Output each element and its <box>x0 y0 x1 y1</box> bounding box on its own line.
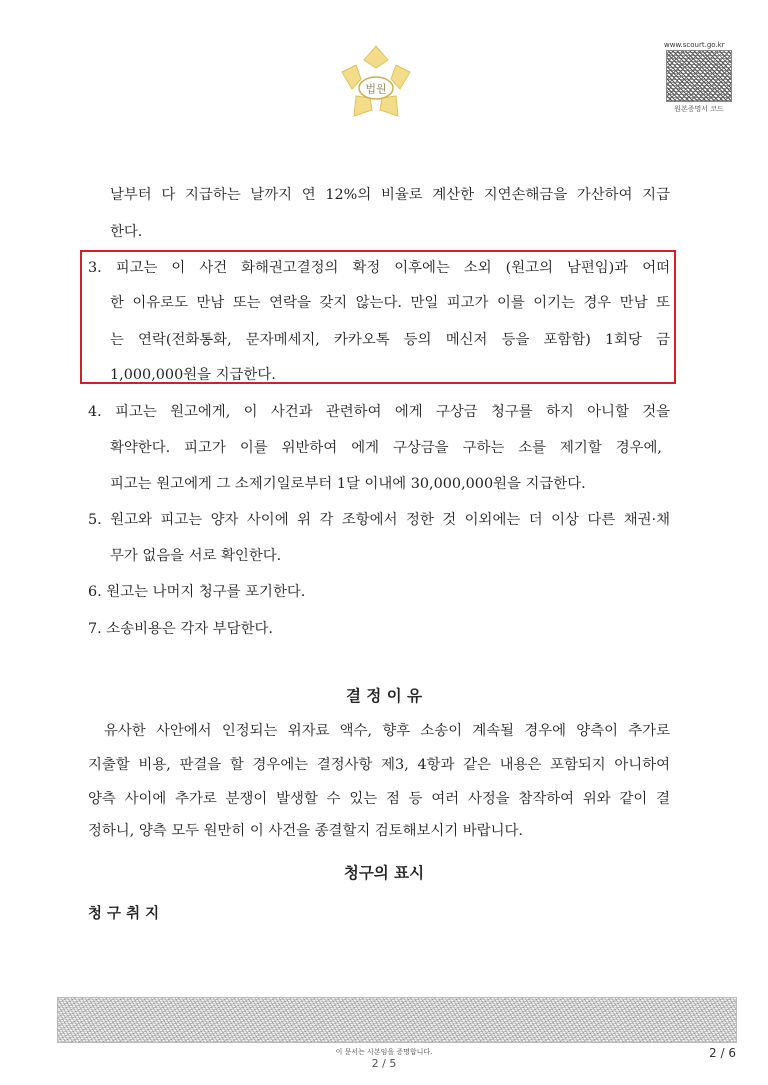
reason-line-1: 유사한 사안에서 인정되는 위자료 액수, 향후 소송이 계속될 경우에 양측이 추가로 <box>104 723 670 739</box>
reason-line-4: 정하니, 양측 모두 원만히 이 사건을 종결할지 검토해보시기 바랍니다. <box>88 823 523 839</box>
body-line-3: 3. 피고는 이 사건 화해권고결정의 확정 이후에는 소외 (원고의 남편임)과 어떠 <box>88 260 670 276</box>
claim-subheading: 청 구 취 지 <box>88 906 160 922</box>
page-number-center: 2 / 5 <box>371 1057 397 1070</box>
body-line-13: 7. 소송비용은 각자 부담한다. <box>88 621 273 637</box>
body-line-8: 확약한다. 피고가 이를 위반하여 에게 구상금을 구하는 소를 제기할 경우에, <box>110 440 662 456</box>
body-line-12: 6. 원고는 나머지 청구를 포기한다. <box>88 584 306 600</box>
qr-caption: 원본증명서 코드 <box>674 105 724 113</box>
reason-heading: 결 정 이 유 <box>345 687 423 705</box>
footer-note: 이 문서는 사본임을 증명합니다. <box>335 1048 433 1056</box>
body-line-7: 4. 피고는 원고에게, 이 사건과 관련하여 에게 구상금 청구를 하지 아니할 것을 <box>88 404 670 420</box>
body-line-4: 한 이유로도 만남 또는 연락을 갖지 않는다. 만일 피고가 이를 이기는 경우 만남 또 <box>110 295 670 311</box>
body-line-1: 날부터 다 지급하는 날까지 연 12%의 비율로 계산한 지연손해금을 가산하여 지급 <box>110 187 670 203</box>
body-line-10: 5. 원고와 피고는 양자 사이에 위 각 조항에서 정한 것 이외에는 더 이상 다른 채권·채 <box>88 512 670 528</box>
body-line-11: 무가 없음을 서로 확인한다. <box>110 548 282 564</box>
page-number-right: 2 / 6 <box>709 1046 736 1060</box>
court-seal-icon <box>338 44 414 120</box>
reason-line-3: 양측 사이에 추가로 분쟁이 발생할 수 있는 점 등 여러 사정을 참작하여 위와 같이 결 <box>88 791 670 807</box>
qr-url: www.scourt.go.kr <box>664 41 725 49</box>
body-line-6: 1,000,000원을 지급한다. <box>110 367 276 383</box>
body-line-2: 한다. <box>110 224 143 240</box>
body-line-9: 피고는 원고에게 그 소제기일로부터 1달 이내에 30,000,000원을 지급한다. <box>110 476 586 492</box>
body-line-5: 는 연락(전화통화, 문자메세지, 카카오톡 등의 메신저 등을 포함함) 1회당 금 <box>110 332 670 348</box>
reason-line-2: 지출할 비용, 판결을 할 경우에는 결정사항 제3, 4항과 같은 내용은 포함되지 아니하여 <box>88 757 670 773</box>
claim-heading: 청구의 표시 <box>343 864 425 882</box>
seal-text: 법원 <box>365 82 387 96</box>
security-pattern-band <box>57 997 737 1043</box>
qr-code-icon <box>666 50 732 102</box>
